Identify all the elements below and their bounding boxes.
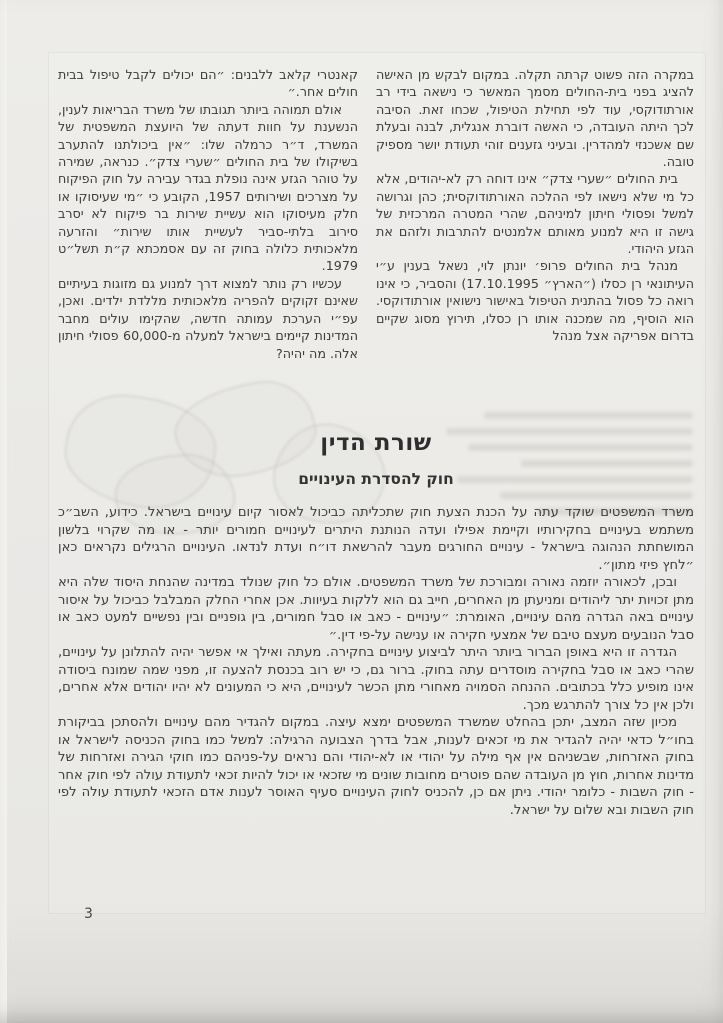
page-number: 3 [84,906,93,922]
left-column [58,66,358,402]
right-column [376,66,694,402]
column-paragraph: אולם תמוהה ביותר תגובתו של משרד הבריאות לענין, הנשענת על חוות דעתה של היועצת המשפטית של המשרד, ד״ר כרמלה שלו: ״אין ביכולתנו להתערב בשיקולו של בית החולים ״שערי צדק״. כנראה, שמירה על טוהר הגזע אינה נופלת בגדר עבירה על חוק הפיקוח על מצרכים ושירותים 1957, הקובע כי ״מי שעיסוקו או חלק מעיסוקו הוא עשיית שירות בר פיקוח לא יסרב סירוב בלתי-סביר לעשיית אותו שירות״ והזרעה מלאכותית כלולה בחוק זה עם אסמכתא ק״ת תשל״ט 1979. [58,101,358,274]
section-subtitle: חוק להסדרת העינויים [298,470,454,488]
article-body [58,504,694,819]
body-paragraph: משרד המשפטים שוקד עתה על הכנת הצעת חוק שתכליתה כביכול לאסור קיום עינויים בישראל. כידוע, השב״כ משתמש בעינויים בחקירותיו וקיימת אפילו ועדה הנותנת היתרים לעינויים חמורים יותר - או מה שקרוי בלשון המושחתת הנהוגה בישראל - עינויים החורגים מעבר להרשאת דו״ח ועדת לנדאו. העינויים הרגילים נקראים כאן ״לחץ פיזי מתון״. [58,505,694,573]
body-paragraph: מכיון שזה המצב, יתכן בהחלט שמשרד המשפטים ימצא עיצה. במקום להגדיר מהם עינויים ולהסתכן בביקורת בחו״ל כדאי יהיה להגדיר את מי זכאים לענות, אבל בדרך הצבועה הרגילה: למשל כמו בחוק הכניסה לישראל או בחוק האזרחות, שבשניהם אין אף מילה על יהודי או לא-יהודי והם נראים על-פניהם כמו חוקי הגירה ואזרחות של מדינות אחרות, חוץ מן העובדה שהם פוטרים מחובות שונים מי שזכאי או יכול להיות זכאי לתעודת עולה לפי חוק אחר - חוק השבות - כלומר יהודי. ניתן אם כן, להכניס לחוק העינויים סעיף האוסר לענות אדם הזכאי לתעודת עולה לפי חוק השבות ובא שלום על ישראל. [58,715,694,818]
two-column-section [58,66,694,402]
body-paragraph: ובכן, לכאורה יוזמה נאורה ומבורכת של משרד המשפטים. אולם כל חוק שנולד במדינה שהנחת היסוד שלה היא מתן זכויות יתר ליהודים ומניעתן מן האחרים, חייב גם הוא ללקות בעיוות. אכן אחרי החלק המבלבל כביכול על איסור עינויים באה הגדרה מהם עינויים, האומרת: ״עינויים - כאב או סבל חמורים, בין גופניים ובין נפשיים למעט כאב או סבל הנובעים מעצם טיבם של אמצעי חקירה או ענישה על-פי דין.״ [58,575,694,643]
column-paragraph: קאנטרי קלאב ללבנים: ״הם יכולים לקבל טיפול בבית חולים אחר.״ [58,67,358,100]
column-paragraph: עכשיו רק נותר למצוא דרך למנוע גם מזוגות בעיתיים שאינם זקוקים להפריה מלאכותית מללדת ילדים. ואכן, עפ״י הערכת עמותה חדשה, שהקימו עולים מחבר המדינות קיימים בישראל למעלה מ-60,000 פסולי חיתון אלה. מה יהיה? [58,275,358,361]
column-paragraph: בית החולים ״שערי צדק״ אינו דוחה רק לא-יהודים, אלא כל מי שלא נישאו לפי ההלכה האורתודוקסית; כהן וגרושה למשל ופסולי חיתון למיניהם, שהרי המטרה המרכזית של גישה זו היא למנוע מאותם אלמנטים להתרבות ולזהם את הגזע היהודי. [376,171,694,257]
column-paragraph: מנהל בית החולים פרופ׳ יונתן לוי, נשאל בענין ע״י העיתונאי רן כסלו (״הארץ״ 17.10.1995) והסביר, כי אינו רואה כל פסול בהתנית הטיפול באישור נישואין אורתודוקסי. הוא הוסיף, מה שמכנה אותו רן כסלו, תירוץ מסוג שקיים בדרום אפריקה אצל מנהל [376,258,694,344]
column-paragraph: במקרה הזה פשוט קרתה תקלה. במקום לבקש מן האישה להציג בפני בית-החולים מסמך המאשר כי נישאה בידי רב אורתודוקסי, עוד לפי תחילת הטיפול, שכחו זאת. הסיבה לכך היתה העובדה, כי האשה דוברת אנגלית, לבנה ובעלת שם אשכנזי למהדרין. ובעיני גזענים זוהי תעודת יושר מספיק טובה. [376,67,694,170]
body-paragraph: הגדרה זו היא באופן הברור ביותר היתר לביצוע עינויים בחקירה. מעתה ואילך אי אפשר יהיה להתלונן על עינויים, שהרי כאב או סבל בחקירה מוסדרים עתה בחוק. ברור גם, כי יש רוב בכנסת להצעה זו, מפני שמה שמונח ביסודה אינו מופיע כלל בכתובים. ההנחה הסמויה מאחורי מתן הכשר לעינויים, היא כי המעונים לא יהיו יהודים אלא אחרים, ולכן אין כל צורך להתרגש מכך. [58,645,694,713]
section-title: שורת הדין [320,430,432,456]
article-heading-block [58,430,694,488]
page-content [58,66,694,819]
